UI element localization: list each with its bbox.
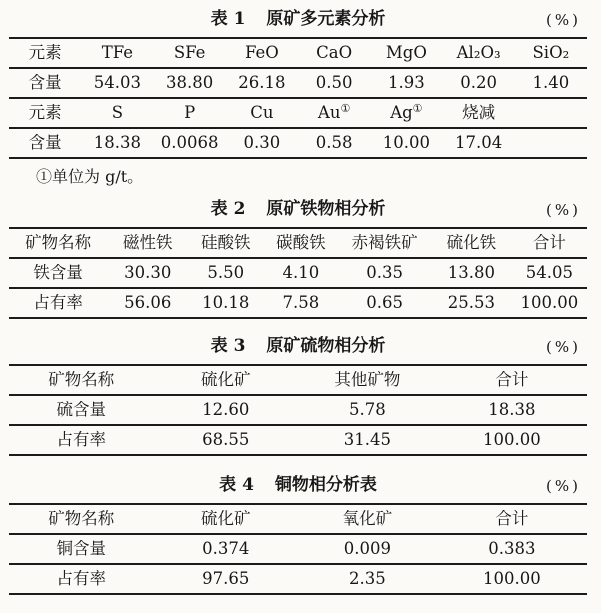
header-cell: S [111,103,124,122]
header-cell: 矿物名称 [25,233,92,252]
value-cell: 31.45 [343,430,391,449]
table4-caption [9,470,587,503]
header-row [9,98,587,128]
value-cell: 97.65 [202,569,250,588]
header-cell: SFe [173,43,206,62]
header-cell: SiO₂ [532,43,570,62]
header-row [9,38,587,68]
header-cell: 烧减 [462,103,496,122]
header-cell: 磁性铁 [122,233,173,252]
table-row [9,395,587,425]
value-cell: 0.65 [366,293,404,312]
value-cell: 54.03 [93,73,141,92]
value-cell: 18.38 [488,400,536,419]
value-cell: 0.009 [343,539,391,558]
header-cell: 合计 [532,233,566,252]
table1-caption [9,4,587,37]
table3-caption-label: 表 3 [210,336,246,356]
value-cell: 100.00 [482,430,541,449]
row-label-cell: 含量 [28,73,62,92]
table1-section [9,4,587,159]
value-cell: 0.383 [488,539,536,558]
table-row [9,564,587,594]
header-cell: 矿物名称 [48,509,115,528]
table1-caption-label: 表 1 [210,9,246,29]
value-cell: 0.35 [366,263,404,282]
table1-footnote: ①单位为 g/t。 [36,167,144,186]
header-cell: 其他矿物 [334,370,401,389]
value-cell: 56.06 [124,293,172,312]
value-cell [515,128,587,158]
value-cell: 100.00 [482,569,541,588]
row-label-cell: 铜含量 [56,539,106,558]
table2-caption [9,194,587,227]
value-cell: 7.58 [282,293,320,312]
value-cell: 13.80 [447,263,495,282]
value-cell: 18.38 [93,133,141,152]
row-label-cell: 占有率 [56,569,106,588]
value-cell: 30.30 [124,263,172,282]
header-cell: TFe [101,43,134,62]
value-cell: 0.50 [315,73,353,92]
header-cell: 合计 [495,509,529,528]
table1-multi-element-analysis [9,37,587,159]
value-cell: 10.00 [382,133,430,152]
header-cell [370,98,442,128]
value-cell: 68.55 [202,430,250,449]
header-cell: Al₂O₃ [456,43,501,62]
header-cell: 硫化铁 [446,233,497,252]
header-cell [298,98,370,128]
header-cell: 碳酸铁 [276,233,326,252]
table3-sulfur-phase-analysis [9,364,587,456]
header-cell: 赤褐铁矿 [351,233,418,252]
row-label-cell: 占有率 [56,430,106,449]
header-cell: 氧化矿 [342,509,393,528]
table4-caption-title: 铜物相分析表 [274,475,377,495]
table4-copper-phase-analysis [9,503,587,595]
header-cell: P [184,103,196,122]
table-row [9,68,587,98]
value-cell: 0.30 [243,133,281,152]
value-cell: 5.50 [207,263,245,282]
header-cell: 硫化矿 [201,370,251,389]
value-cell: 54.05 [525,263,574,282]
header-cell: Cu [250,103,274,122]
value-cell: 38.80 [166,73,214,92]
table-row [9,425,587,455]
value-cell: 25.53 [447,293,495,312]
table3-section [9,331,587,456]
value-cell: 1.40 [532,73,570,92]
footnote-marker: ① [412,102,423,115]
header-cell [515,98,587,128]
header-cell: MgO [385,43,427,62]
value-cell: 0.20 [460,73,497,92]
header-cell: 矿物名称 [48,370,115,389]
value-cell: 10.18 [202,293,250,312]
value-cell: 26.18 [238,73,286,92]
table-row [9,288,587,318]
row-label-cell: 铁含量 [33,263,83,282]
header-cell: 合计 [495,370,529,389]
value-cell: 100.00 [520,293,579,312]
header-cell: FeO [244,43,279,62]
row-label-cell: 含量 [28,133,62,152]
value-cell: 0.0068 [160,133,219,152]
table1-unit-label: (%) [546,11,581,29]
table3-caption [9,331,587,364]
footnote-marker: ① [340,102,351,115]
header-cell: 元素 [28,103,62,122]
table4-caption-label: 表 4 [219,475,254,495]
header-cell: 硫化矿 [201,509,251,528]
element-symbol: Ag [390,103,413,122]
table2-caption-title: 原矿铁物相分析 [266,199,386,219]
table1-caption-title: 原矿多元素分析 [266,9,386,29]
table3-caption-title: 原矿硫物相分析 [266,336,386,356]
value-cell: 1.93 [388,73,425,92]
value-cell: 0.58 [315,133,353,152]
row-label-cell: 占有率 [33,293,83,312]
row-label-cell: 硫含量 [56,400,106,419]
table-row [9,534,587,564]
value-cell: 5.78 [348,400,386,419]
header-row [9,365,587,395]
header-cell: 元素 [28,43,62,62]
header-row [9,504,587,534]
header-cell: 硅酸铁 [200,233,251,252]
value-cell: 12.60 [202,400,250,419]
table3-unit-label: (%) [546,338,581,356]
table-row [9,258,587,288]
value-cell: 2.35 [348,569,386,588]
value-cell: 17.04 [455,133,503,152]
table4-unit-label: (%) [546,477,581,495]
element-symbol: Au [317,103,341,122]
table2-section [9,194,587,319]
value-cell: 4.10 [282,263,320,282]
table2-iron-phase-analysis [9,227,587,319]
table-row [9,128,587,158]
table2-unit-label: (%) [546,201,581,219]
table4-section [9,470,587,595]
header-row [9,228,587,258]
header-cell: CaO [316,43,353,62]
table2-caption-label: 表 2 [210,199,246,219]
value-cell: 0.374 [202,539,250,558]
